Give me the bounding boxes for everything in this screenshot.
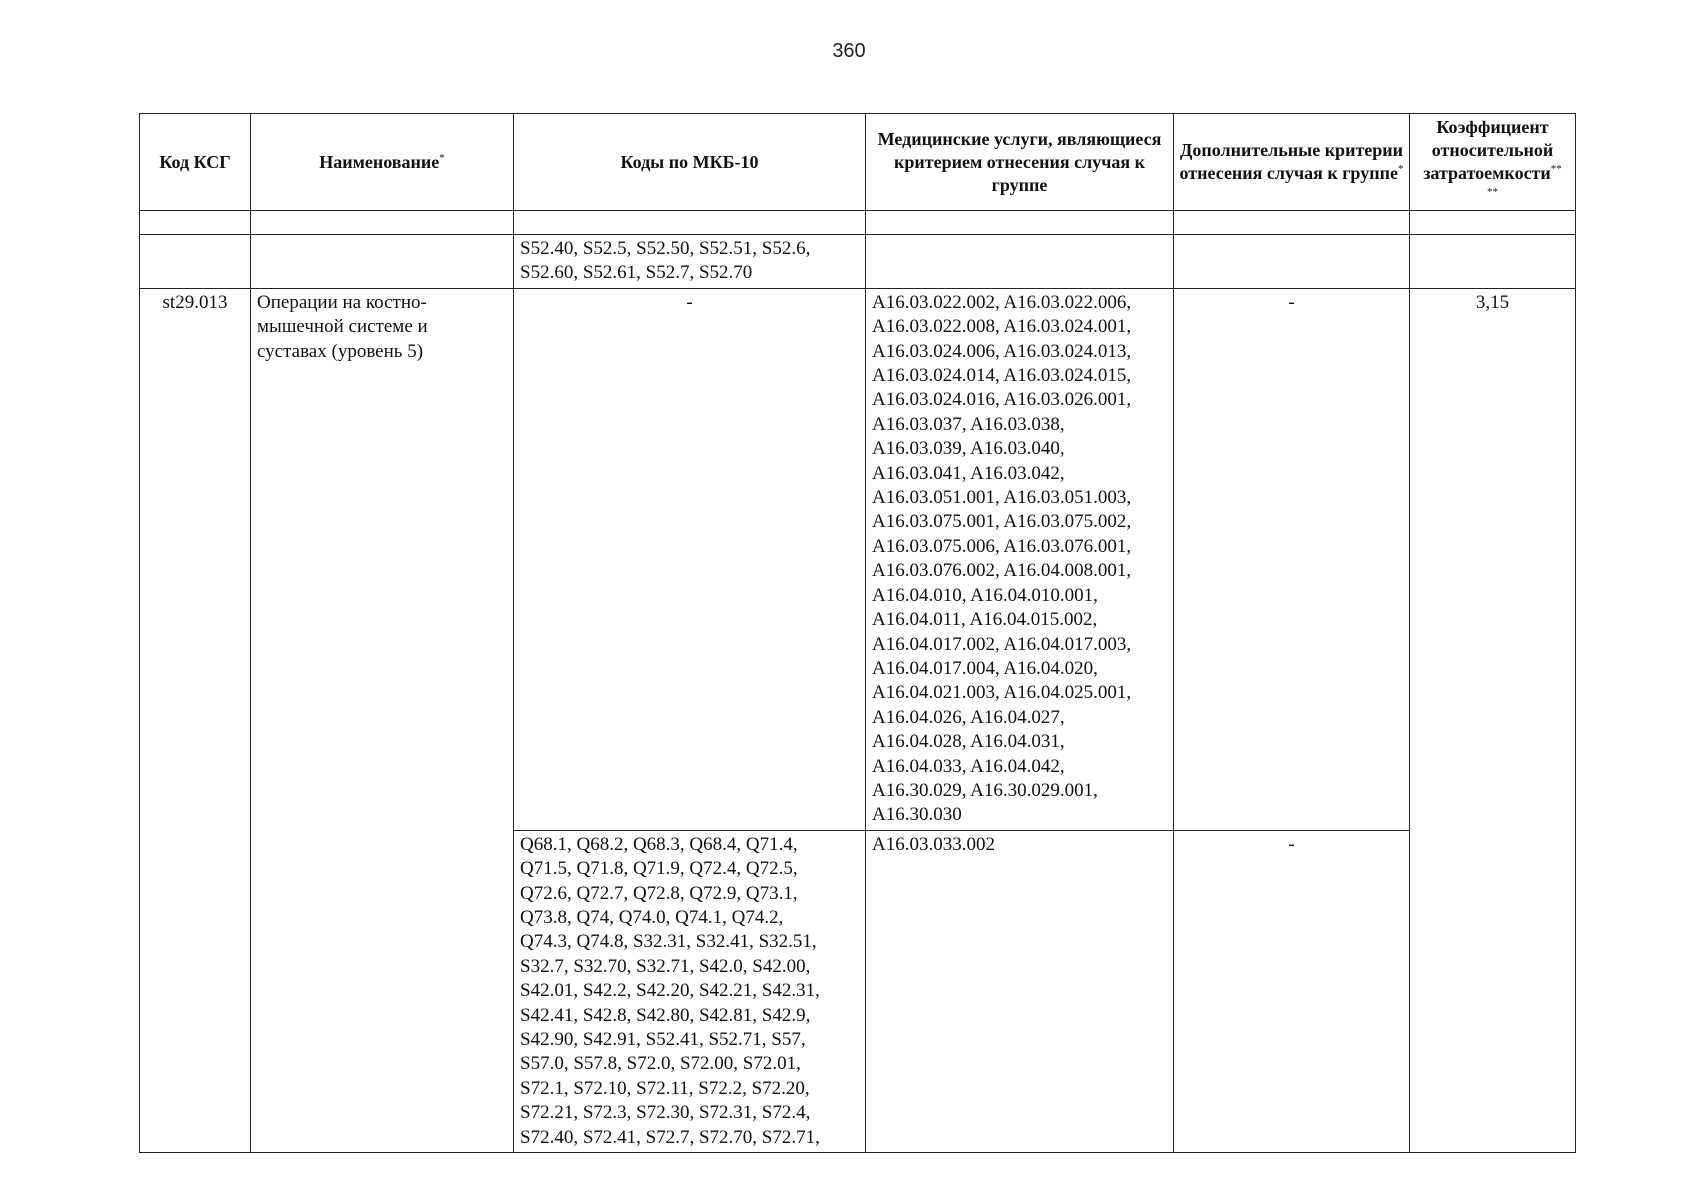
mkb-cell: - <box>514 288 866 830</box>
header-coef-footnote-mark: ** <box>1550 163 1562 175</box>
coefficient-cell: 3,15 <box>1410 288 1576 1152</box>
header-extra-footnote-mark: * <box>1397 163 1404 175</box>
mkb-cell: Q68.1, Q68.2, Q68.3, Q68.4, Q71.4, Q71.5, Q71.8, Q71.9, Q72.4, Q72.5, Q72.6, Q72.7, Q72.8, Q72.9, Q73.1, Q73.8, Q74, Q74.0, Q74.1, Q74.2, Q74.3, Q74.8, S32.31, S32.41, S32.51, S32.7, S32.70, S32.71, S42.0, S42.00, S42.01, S42.2, S42.20, S42.21, S42.31, S42.41, S42.8, S42.80, S42.81, S42.9, S42.90, S42.91, S52.41, S52.71, S57, S57.0, S57.8, S72.0, S72.00, S72.01, S72.1, S72.10, S72.11, S72.2, S72.20, S72.21, S72.3, S72.30, S72.31, S72.4, S72.40, S72.41, S72.7, S72.70, S72.71, <box>514 830 866 1152</box>
continuation-services-cell <box>866 235 1174 289</box>
continuation-extra-cell <box>1174 235 1410 289</box>
header-coef-footnote-mark-2: ** <box>1487 186 1498 198</box>
page-number: 360 <box>832 40 866 62</box>
header-name-footnote-mark: * <box>439 151 445 164</box>
continuation-name-cell <box>251 235 514 289</box>
ksg-row <box>140 288 1576 830</box>
spacer-cell <box>140 211 251 235</box>
header-name: Наименование* <box>251 114 514 211</box>
continuation-coef-cell <box>1410 235 1576 289</box>
header-services: Медицинские услуги, являющиеся критерием отнесения случая к группе <box>866 114 1174 211</box>
ksg-code-cell: st29.013 <box>140 288 251 1152</box>
header-coefficient: Коэффициент относительной затратоемкости** ** <box>1410 114 1576 211</box>
services-cell: A16.03.033.002 <box>866 830 1174 1152</box>
extra-criteria-cell: - <box>1174 830 1410 1152</box>
continuation-code-cell <box>140 235 251 289</box>
spacer-cell <box>1410 211 1576 235</box>
services-cell: A16.03.022.002, A16.03.022.006, A16.03.022.008, A16.03.024.001, A16.03.024.006, A16.03.024.013, A16.03.024.014, A16.03.024.015, A16.03.024.016, A16.03.026.001, A16.03.037, A16.03.038, A16.03.039, A16.03.040, A16.03.041, A16.03.042, A16.03.051.001, A16.03.051.003, A16.03.075.001, A16.03.075.002, A16.03.075.006, A16.03.076.001, A16.03.076.002, A16.04.008.001, A16.04.010, A16.04.010.001, A16.04.011, A16.04.015.002, A16.04.017.002, A16.04.017.003, A16.04.017.004, A16.04.020, A16.04.021.003, A16.04.025.001, A16.04.026, A16.04.027, A16.04.028, A16.04.031, A16.04.033, A16.04.042, A16.30.029, A16.30.029.001, A16.30.030 <box>866 288 1174 830</box>
ksg-table <box>139 113 1576 1153</box>
spacer-row <box>140 211 1576 235</box>
continuation-row <box>140 235 1576 289</box>
continuation-mkb-cell: S52.40, S52.5, S52.50, S52.51, S52.6, S52.60, S52.61, S52.7, S52.70 <box>514 235 866 289</box>
header-mkb: Коды по МКБ-10 <box>514 114 866 211</box>
spacer-cell <box>866 211 1174 235</box>
header-extra-criteria: Дополнительные критерии отнесения случая к группе* <box>1174 114 1410 211</box>
spacer-cell <box>251 211 514 235</box>
spacer-cell <box>1174 211 1410 235</box>
ksg-name-cell: Операции на костно- мышечной системе и суставах (уровень 5) <box>251 288 514 1152</box>
extra-criteria-cell: - <box>1174 288 1410 830</box>
header-code: Код КСГ <box>140 114 251 211</box>
header-row <box>140 114 1576 211</box>
spacer-cell <box>514 211 866 235</box>
